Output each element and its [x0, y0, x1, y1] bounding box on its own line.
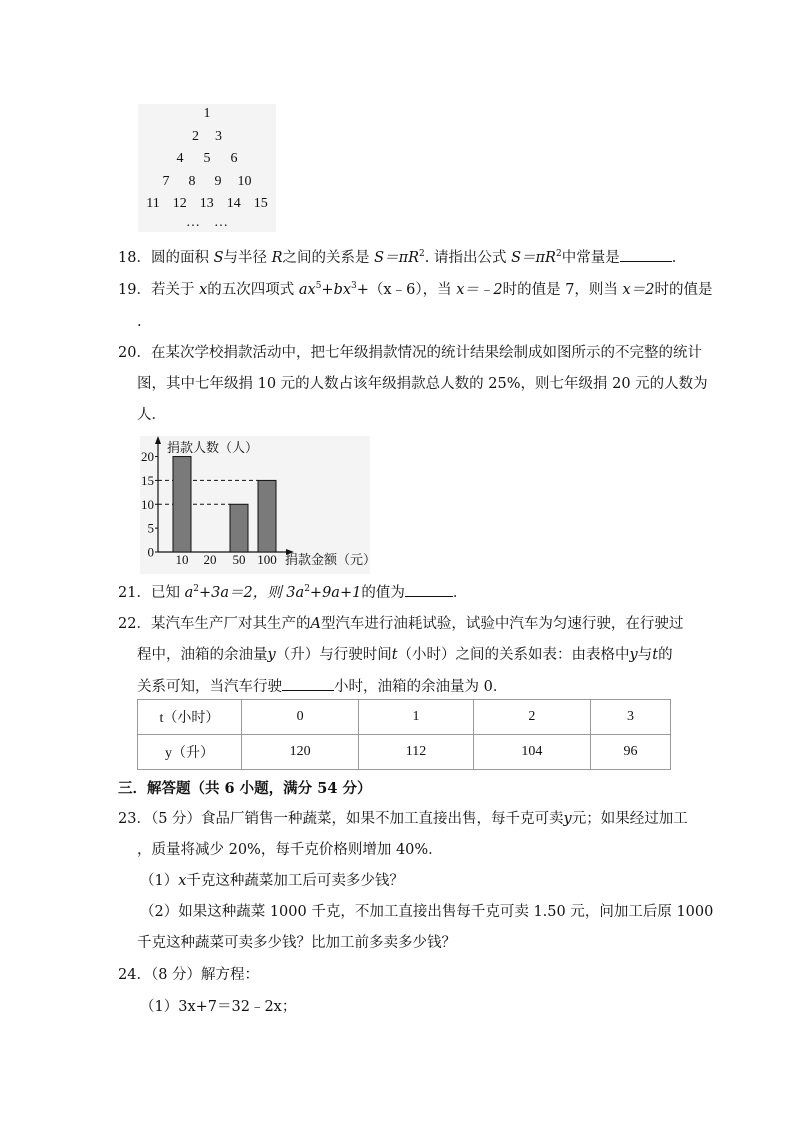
answer-blank[interactable]: [620, 247, 672, 262]
bar-10: [173, 457, 191, 552]
question-23: 23．（5 分）食品厂销售一种蔬菜，如果不加工直接出售，每千克可卖y元；如果经过加工: [118, 811, 688, 827]
bar-50: [230, 504, 248, 552]
triangle-number: 11: [146, 196, 160, 211]
triangle-number: 10: [237, 174, 252, 189]
table-cell: 112: [359, 735, 474, 770]
x-tick-label: 20: [203, 552, 217, 567]
triangle-number: 8: [188, 174, 196, 189]
triangle-number: 6: [230, 151, 238, 166]
y-tick-label: 10: [141, 496, 154, 512]
y-tick-label: 20: [141, 449, 154, 465]
question-20-line2: 图，其中七年级捐 10 元的人数占该年级捐款总人数的 25%，则七年级捐 20 元的人数为: [137, 376, 708, 392]
question-22-line2: 程中，油箱的余油量y（升）与行驶时间t（小时）之间的关系如表：由表格中y与t的: [137, 647, 673, 663]
bar-100: [258, 480, 276, 552]
table-cell: 3: [591, 700, 671, 735]
triangle-number: 1: [203, 106, 211, 121]
chart-svg: [140, 436, 377, 574]
triangle-number: 4: [176, 151, 184, 166]
table-cell: 2: [473, 700, 590, 735]
triangle-row: [138, 174, 276, 190]
triangle-number: 2: [192, 129, 199, 144]
question-19: 19．若关于 x的五次四项式 $ax^5+bx^3+(x﹣6)$，当 x＝﹣2时的值是 7，则当 x＝2时的值是: [118, 281, 713, 298]
table-header-cell: t（小时）: [138, 700, 242, 735]
table-row: [138, 735, 671, 770]
triangle-number: 12: [172, 196, 187, 211]
triangle-number: 15: [253, 196, 268, 211]
question-24: 24．（8 分）解方程：: [118, 967, 260, 983]
table-row: [138, 700, 671, 735]
question-18: 18．圆的面积 S与半径 R之间的关系是 $S=\pi R^2$. 请指出公式 $S=\pi R^2$中常量是 ．: [118, 249, 687, 266]
question-23-line2: ，质量将减少 20%，每千克价格则增加 40%．: [137, 842, 443, 858]
triangle-ellipsis: …: [214, 215, 228, 230]
triangle-number: 13: [199, 196, 214, 211]
triangle-row: [138, 106, 276, 122]
y-axis-label: 捐款人数（人）: [167, 440, 259, 455]
answer-blank[interactable]: [405, 582, 453, 597]
question-23-part1: （1）x千克这种蔬菜加工后可卖多少钱？: [140, 873, 404, 889]
question-21: 21．已知 $a^2+3a=2$，则 $3a^2+9a+1$的值为 ．: [118, 584, 468, 601]
question-22-line3: 关系可知，当汽车行驶 小时，油箱的余油量为 0．: [137, 676, 507, 697]
y-axis-arrow: [155, 436, 161, 444]
y-tick-label: 15: [141, 472, 154, 488]
table-cell: 0: [242, 700, 359, 735]
question-20: 20．在某次学校捐款活动中，把七年级捐款情况的统计结果绘制成如图所示的不完整的统计: [118, 345, 702, 361]
triangle-ellipsis: …: [186, 215, 200, 230]
question-19-end: .: [137, 314, 142, 330]
table-cell: 104: [473, 735, 590, 770]
question-20-line3: 人．: [137, 407, 166, 423]
answer-blank[interactable]: [282, 676, 334, 691]
donation-bar-chart: [140, 436, 377, 574]
x-tick-label: 100: [257, 552, 277, 567]
triangle-row: [138, 196, 276, 212]
triangle-number: 9: [214, 174, 222, 189]
table-cell: 1: [359, 700, 474, 735]
triangle-row: [138, 215, 276, 231]
y-tick-label: 0: [147, 544, 154, 560]
triangle-number: 14: [226, 196, 241, 211]
triangle-number: 5: [203, 151, 211, 166]
triangle-number: 7: [162, 174, 170, 189]
question-22: 22．某汽车生产厂对其生产的A型汽车进行油耗试验，试验中汽车为匀速行驶，在行驶过: [118, 616, 684, 632]
number-triangle-figure: [138, 104, 276, 232]
x-tick-label: 10: [175, 552, 189, 567]
table-header-cell: y（升）: [138, 735, 242, 770]
section-heading: 三．解答题（共 6 小题，满分 54 分）: [118, 780, 372, 797]
question-23-part2: （2）如果这种蔬菜 1000 千克，不加工直接出售每千克可卖 1.50 元，问加工后原 1000: [140, 904, 714, 920]
question-23-part2-line2: 千克这种蔬菜可卖多少钱？比加工前多卖多少钱？: [137, 935, 456, 951]
fuel-table: [137, 699, 671, 770]
triangle-number: 3: [215, 129, 222, 144]
table-cell: 120: [242, 735, 359, 770]
y-tick-label: 5: [147, 520, 154, 536]
triangle-row: [138, 129, 276, 145]
table-cell: 96: [591, 735, 671, 770]
triangle-row: [138, 151, 276, 167]
x-tick-label: 50: [232, 552, 246, 567]
x-axis-label: 捐款金额（元）: [285, 552, 377, 567]
question-24-part1: （1）3x+7＝32﹣2x；: [140, 999, 297, 1015]
